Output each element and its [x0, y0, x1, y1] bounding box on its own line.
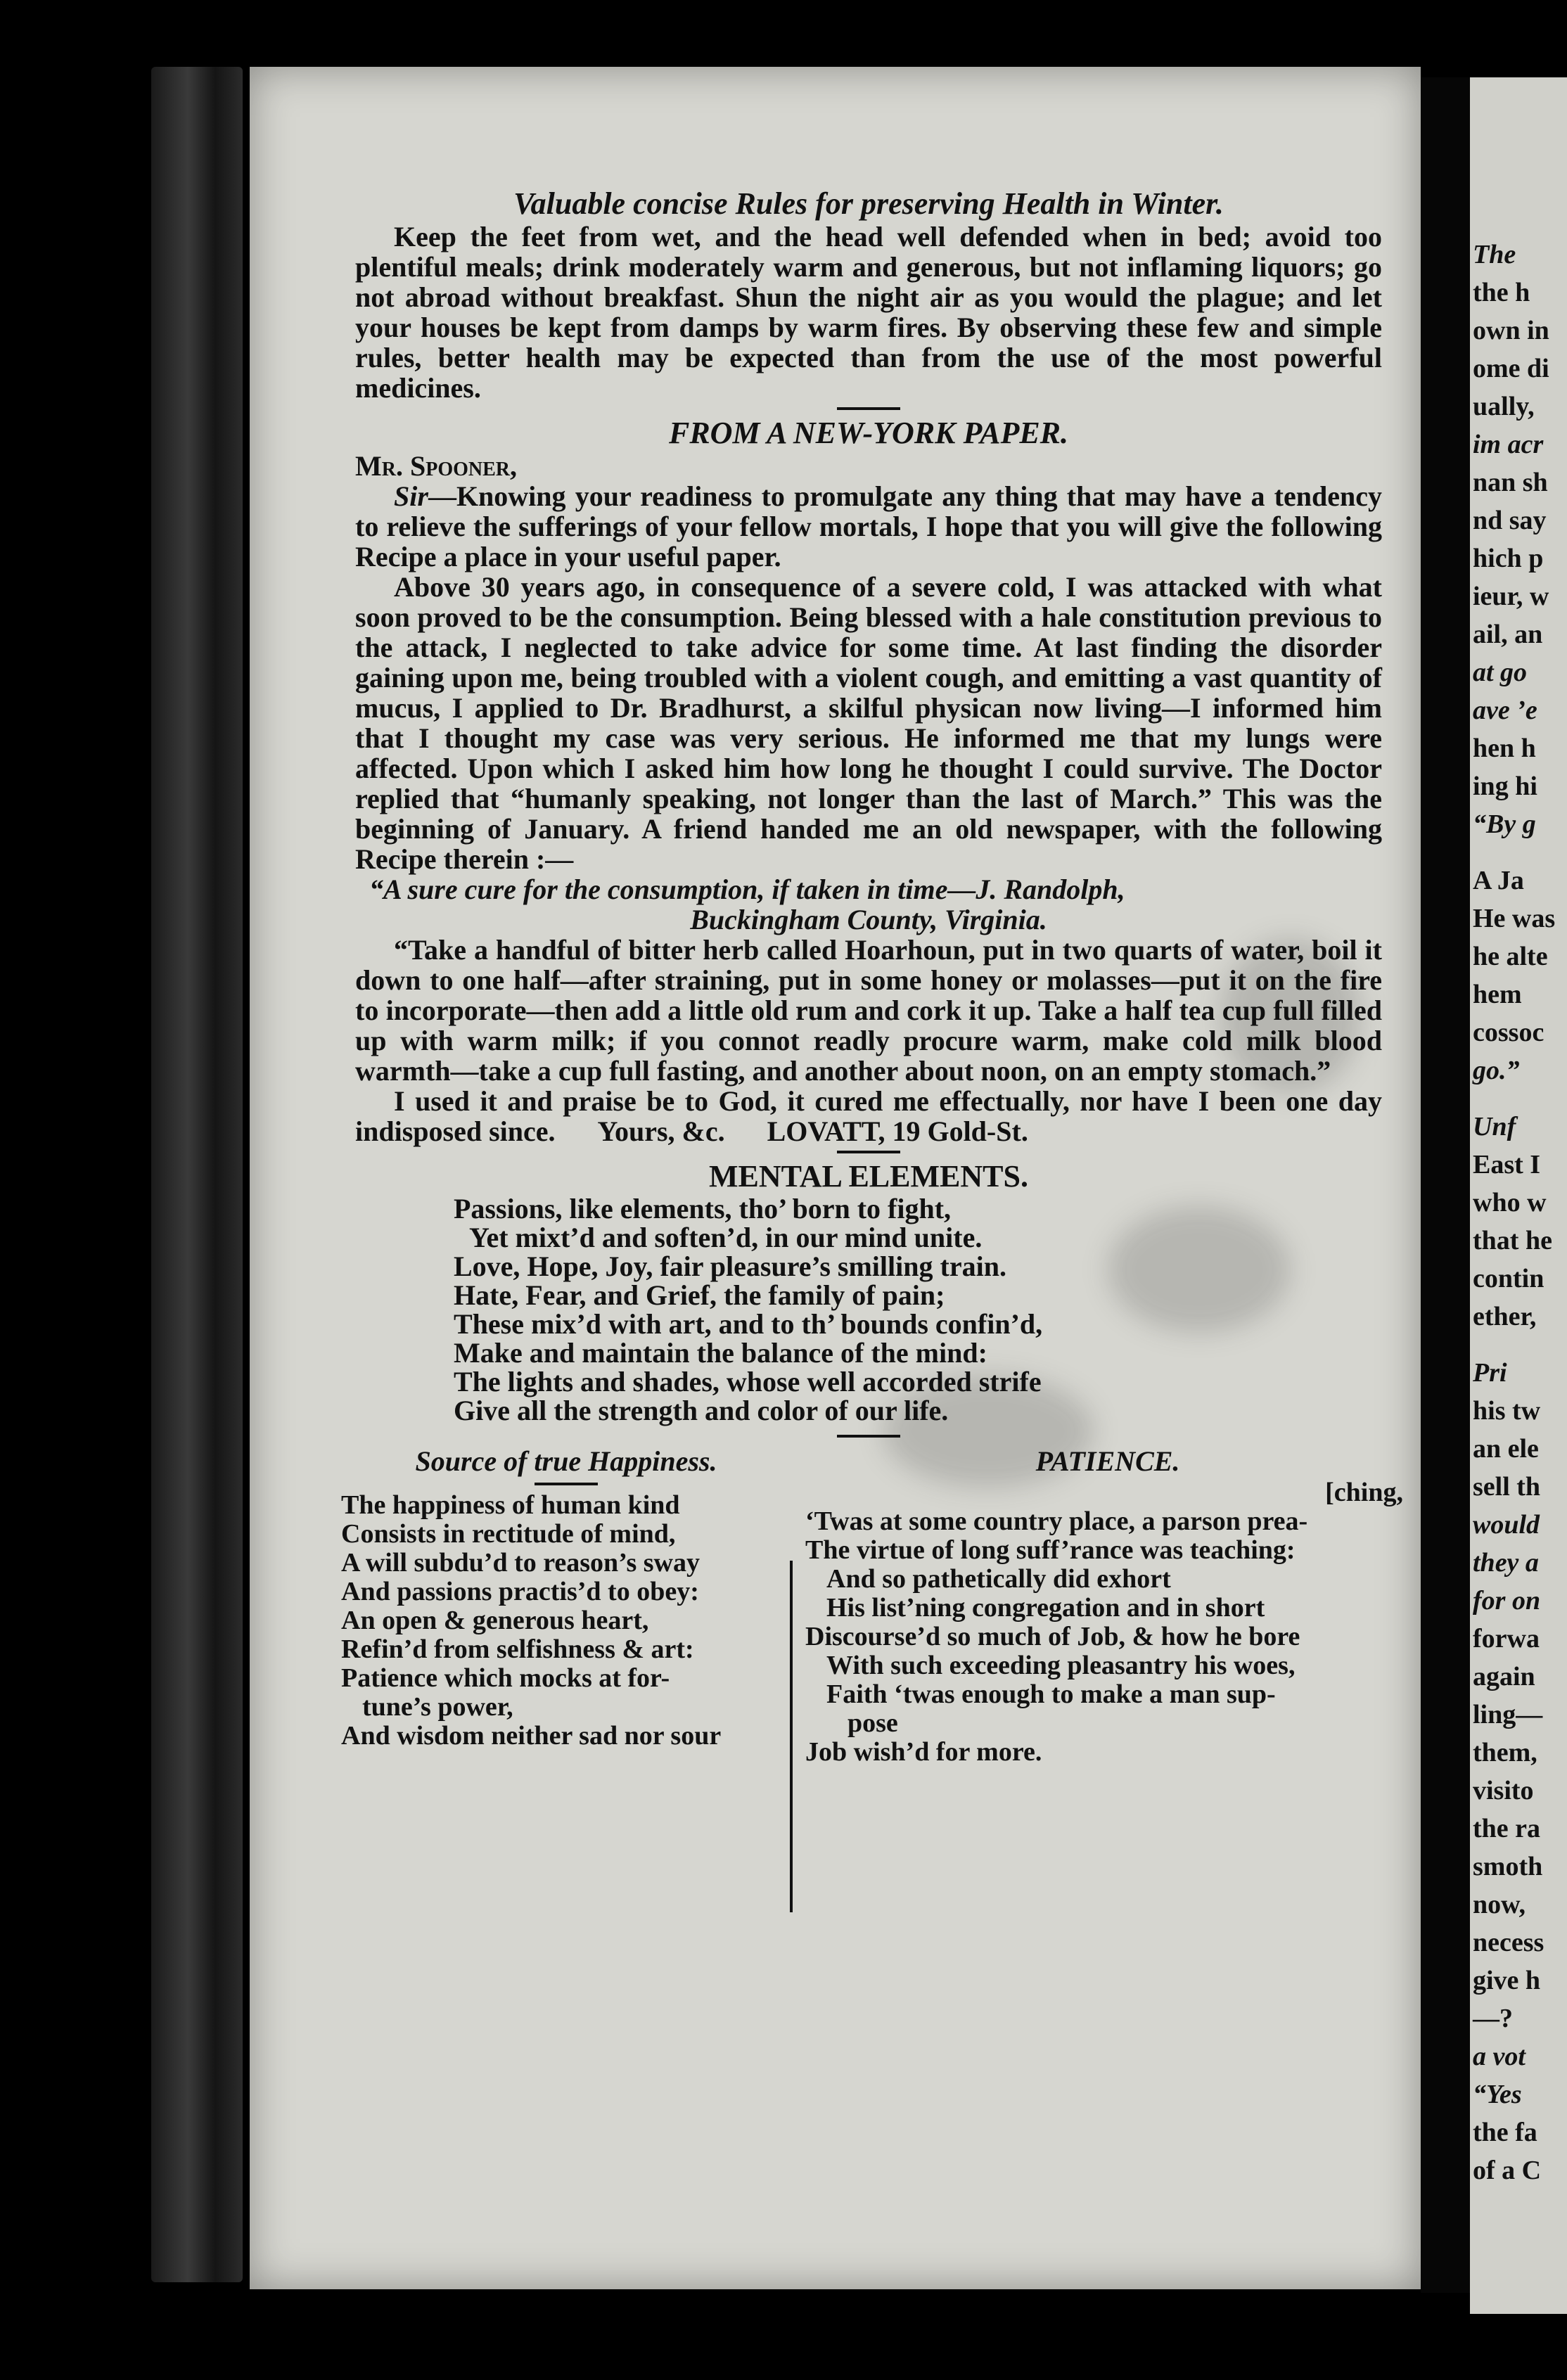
- next-page-fragment: nd say: [1473, 506, 1547, 535]
- next-page-fragment: —?: [1473, 2004, 1513, 2033]
- recipe-title-line-1: “A sure cure for the consumption, if taken in time—J. Randolph,: [369, 874, 1125, 905]
- happiness-line: And passions practis’d to obey:: [341, 1577, 699, 1606]
- patience-line: ‘Twas at some country place, a parson prea-: [805, 1506, 1308, 1536]
- article-salutation: Mr. Spooner,: [355, 450, 517, 482]
- patience-line: [ching,: [1325, 1478, 1403, 1507]
- next-page-fragment: hen h: [1473, 734, 1536, 763]
- next-page-fragment: ave ’e: [1473, 696, 1537, 725]
- next-page-fragment: the ra: [1473, 1814, 1541, 1843]
- patience-column: [805, 1445, 1410, 1767]
- poem-mental-elements: [454, 1194, 1382, 1425]
- patience-line: pose: [848, 1708, 898, 1738]
- next-page-fragment: “By g: [1473, 810, 1536, 839]
- next-page-fragment: own in: [1473, 316, 1549, 345]
- patience-line: With such exceeding pleasantry his woes,: [826, 1651, 1296, 1680]
- next-page-fragment: The: [1473, 240, 1516, 269]
- next-page-fragment: “Yes: [1473, 2080, 1522, 2109]
- page-content: [341, 186, 1403, 1923]
- next-page-edge: [1470, 77, 1567, 2314]
- newspaper-page: [250, 67, 1421, 2289]
- next-page-fragment: who w: [1473, 1188, 1547, 1217]
- patience-line: His list’ning congregation and in short: [826, 1593, 1265, 1623]
- next-page-fragment: ually,: [1473, 392, 1535, 421]
- next-page-fragment: nan sh: [1473, 468, 1548, 497]
- happiness-line: And wisdom neither sad nor sour: [341, 1721, 722, 1751]
- next-page-fragment: hem: [1473, 980, 1522, 1009]
- next-page-fragment: would: [1473, 1510, 1540, 1540]
- next-page-fragment: a vot: [1473, 2042, 1526, 2071]
- poem-line: Yet mixt’d and soften’d, in our mind unite.: [469, 1222, 983, 1253]
- section-divider: [837, 1151, 900, 1153]
- poem-line: Love, Hope, Joy, fair pleasure’s smilling train.: [454, 1250, 1006, 1282]
- article-paragraph-1-text: —Knowing your readiness to promulgate any thing that may have a tendency to relieve the sufferings of your fellow mortals, I hope that you will give the following Recipe a place in your useful paper.: [355, 480, 1382, 572]
- next-page-fragment: he alte: [1473, 942, 1548, 971]
- column-divider: [535, 1483, 598, 1485]
- next-page-fragment: ing hi: [1473, 772, 1537, 801]
- next-page-fragment: He was: [1473, 904, 1556, 933]
- next-page-fragment: ling—: [1473, 1700, 1543, 1729]
- patience-line: Discourse’d so much of Job, & how he bore: [805, 1622, 1300, 1651]
- poem-title: MENTAL ELEMENTS.: [709, 1159, 1028, 1194]
- next-page-fragment: hich p: [1473, 544, 1544, 573]
- column-rule: [790, 1561, 793, 1912]
- poem-line: These mix’d with art, and to th’ bounds confin’d,: [454, 1308, 1043, 1340]
- next-page-fragment: ieur, w: [1473, 582, 1549, 611]
- next-page-fragment: now,: [1473, 1890, 1526, 1919]
- next-page-fragment: again: [1473, 1662, 1535, 1691]
- next-page-fragment: them,: [1473, 1738, 1537, 1767]
- happiness-line: tune’s power,: [362, 1692, 513, 1722]
- poem-line: The lights and shades, whose well accorded strife: [454, 1366, 1042, 1397]
- article-salutation-sir: Sir: [394, 480, 428, 512]
- happiness-line: Consists in rectitude of mind,: [341, 1519, 676, 1549]
- next-page-fragment: forwa: [1473, 1624, 1540, 1653]
- next-page-fragment: ether,: [1473, 1302, 1537, 1331]
- happiness-title: Source of true Happiness.: [415, 1445, 717, 1477]
- next-page-fragment: necess: [1473, 1928, 1544, 1957]
- patience-line: Faith ‘twas enough to make a man sup-: [826, 1680, 1276, 1709]
- next-page-fragment: Unf: [1473, 1112, 1516, 1141]
- page-gutter: [1421, 77, 1470, 2293]
- next-page-fragment: an ele: [1473, 1434, 1539, 1464]
- next-page-fragment: that he: [1473, 1226, 1552, 1255]
- section-divider: [837, 407, 900, 410]
- article-signature: LOVATT, 19 Gold-St.: [767, 1115, 1028, 1147]
- happiness-line: Patience which mocks at for-: [341, 1663, 670, 1693]
- article-paragraph-1: [355, 481, 1382, 572]
- next-page-fragment: A Ja: [1473, 866, 1524, 895]
- next-page-fragment: at go: [1473, 658, 1528, 687]
- article-paragraph-2: Above 30 years ago, in consequence of a severe cold, I was attacked with what soon proved to be the consumption. Being blessed with a hale constitution previous to the attack, I neglected to take advice for some time. At last finding the disorder gaining upon me, being troubled with a violent cough, and emitting a vast quantity of mucus, I applied to Dr. Bradhurst, a skilful physican now living—I informed him that I thought my case was very serious. He informed me that my lungs were affected. Upon which I asked him how long he thought I could survive. The Doctor replied that “humanly speaking, not longer than the last of March.” This was the beginning of January. A friend handed me an old newspaper, with the following Recipe therein :—: [355, 571, 1382, 875]
- happiness-line: An open & generous heart,: [341, 1606, 649, 1635]
- next-page-fragment: the fa: [1473, 2118, 1537, 2147]
- next-page-fragment: give h: [1473, 1966, 1541, 1995]
- recipe-title-line-2: Buckingham County, Virginia.: [690, 904, 1047, 935]
- recipe-text: “Take a handful of bitter herb called Hoarhoun, put in two quarts of water, boil it down to one half—after straining, put in some honey or molasses—put it on the fire to incorporate—then add a little old rum and cork it up. Take a half tea cup full filled up with warm milk; if you connot readly procure warm, make cold milk blood warmth—take a cup full fasting, and another about noon, on an empty stomach.”: [355, 934, 1382, 1087]
- next-page-fragment: of a C: [1473, 2156, 1542, 2185]
- next-page-fragment: Pri: [1473, 1358, 1507, 1388]
- next-page-fragment: his tw: [1473, 1396, 1541, 1426]
- next-page-fragment: smoth: [1473, 1852, 1543, 1881]
- happiness-column: [341, 1445, 791, 1751]
- article-paragraph-4: [355, 1086, 1382, 1146]
- article-heading: FROM A NEW-YORK PAPER.: [668, 416, 1069, 450]
- patience-line: Job wish’d for more.: [805, 1737, 1042, 1767]
- next-page-fragment: contin: [1473, 1264, 1544, 1293]
- next-page-fragment: the h: [1473, 278, 1530, 307]
- next-page-fragment: cossoc: [1473, 1018, 1544, 1047]
- section-divider: [837, 1435, 900, 1438]
- next-page-fragment: im acr: [1473, 430, 1544, 459]
- rules-title: Valuable concise Rules for preserving Health in Winter.: [513, 186, 1224, 221]
- happiness-line: Refin’d from selfishness & art:: [341, 1634, 694, 1664]
- next-page-fragment: visito: [1473, 1776, 1534, 1805]
- book-spine: [151, 67, 243, 2282]
- poem-line: Give all the strength and color of our life.: [454, 1395, 949, 1426]
- poem-line: Hate, Fear, and Grief, the family of pain;: [454, 1279, 945, 1311]
- happiness-line: A will subdu’d to reason’s sway: [341, 1548, 700, 1578]
- next-page-fragment: East I: [1473, 1150, 1541, 1179]
- next-page-fragment: they a: [1473, 1548, 1539, 1578]
- patience-line: The virtue of long suff’rance was teaching:: [805, 1535, 1296, 1565]
- next-page-fragment: for on: [1473, 1586, 1541, 1616]
- next-page-fragment: ome di: [1473, 354, 1549, 383]
- article-closing: Yours, &c.: [597, 1115, 725, 1147]
- next-page-fragment: sell th: [1473, 1472, 1541, 1502]
- patience-title: PATIENCE.: [1035, 1445, 1180, 1477]
- happiness-line: The happiness of human kind: [341, 1490, 680, 1520]
- patience-line: And so pathetically did exhort: [826, 1564, 1171, 1594]
- article-paragraph-4-text: I used it and praise be to God, it cured me effectually, nor have I been one day indisposed since.: [355, 1085, 1382, 1147]
- next-page-fragment: go.”: [1473, 1056, 1520, 1085]
- poem-line: Make and maintain the balance of the mind:: [454, 1337, 987, 1369]
- rules-text: Keep the feet from wet, and the head well defended when in bed; avoid too plentiful meals; drink moderately warm and generous, but not inflaming liquors; go not abroad without breakfast. Shun the night air as you would the plague; and let your houses be kept from damps by warm fires. By observing these few and simple rules, better health may be expected than from the use of the most powerful medicines.: [355, 221, 1382, 404]
- poem-line: Passions, like elements, tho’ born to fight,: [454, 1193, 952, 1224]
- next-page-fragment: ail, an: [1473, 620, 1543, 649]
- two-column-section: [341, 1445, 1403, 1923]
